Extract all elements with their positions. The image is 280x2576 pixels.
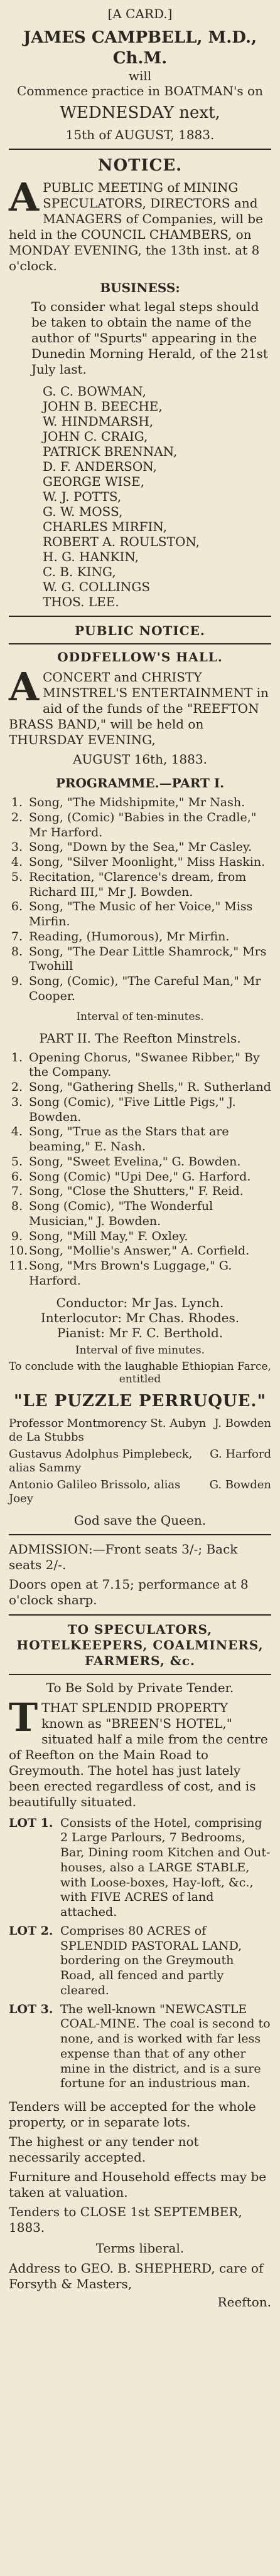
item-text: Song, "Sweet Evelina," G. Bowden. (29, 1154, 241, 1169)
item-number: 8. (11, 1199, 23, 1213)
address: Address to GEO. B. SHEPHERD, care of Forsyth & Masters, (9, 2261, 264, 2291)
item-number: 11. (9, 1259, 28, 1273)
furniture-note: Furniture and Household effects may be taken at valuation. (9, 2169, 267, 2200)
cast-role: Gustavus Adolphus Pimplebeck, alias Sammy (9, 1447, 193, 1475)
item-number: 6. (11, 900, 23, 914)
item-number: 8. (11, 944, 23, 959)
item-text: Song, "True as the Stars that are beaming," E. Nash. (29, 1125, 229, 1154)
programme-part1 (9, 796, 271, 1004)
programme-item (9, 1184, 271, 1199)
item-number: 7. (11, 1184, 23, 1199)
interval-2: Interval of five minutes. (75, 1343, 205, 1357)
item-number: 10. (9, 1244, 28, 1258)
mining-notice (9, 156, 271, 609)
oddfellows-hall: ODDFELLOW'S HALL. (57, 649, 223, 665)
property-paragraph (9, 1694, 271, 1810)
programme-item (9, 1229, 271, 1244)
signatories-list (9, 384, 271, 609)
concert-notice (9, 623, 271, 1608)
lot-text: Consists of the Hotel, comprising 2 Large Parlours, 7 Bedrooms, Bar, Dining room Kitchen and Out-houses, also a LARGE STABLE, with Loose-boxes, Hay-loft, &c., with FIVE ACRES of land attached. (60, 1816, 271, 1919)
concert-date: AUGUST 16th, 1883. (73, 752, 207, 767)
divider-2 (9, 616, 271, 617)
property-text: THAT SPLENDID PROPERTY known as "BREEN'S HOTEL," situated half a mile from the centre of Reefton on the Main Road to Greymouth. The hotel has just lately been erected regardless of cost, and is beautifully situated. (9, 1700, 268, 1809)
divider-2b (9, 643, 271, 644)
signatory: W. HINDMARSH, (43, 414, 154, 429)
business-text: To consider what legal steps should be taken to obtain the name of the author of "Spurts" appearing in the Dunedin Morning Herald, of the 21st July last. (31, 299, 268, 377)
business-label: BUSINESS: (100, 280, 180, 295)
item-number: 1. (11, 1050, 23, 1065)
signatory: G. W. MOSS, (43, 504, 123, 519)
item-text: Song, "Mollie's Answer," A. Corfield. (29, 1244, 250, 1258)
item-number: 4. (11, 855, 23, 869)
signatory: ROBERT A. ROULSTON, (43, 534, 200, 549)
item-text: Song (Comic), "Five Little Pigs," J. Bowden. (29, 1095, 236, 1124)
item-text: Song, (Comic) "Babies in the Cradle," Mr Harford. (29, 810, 257, 839)
lot-label: LOT 3. (9, 2002, 53, 2016)
item-text: Song, "The Dear Little Shamrock," Mrs Twohill (29, 944, 267, 974)
terms: Terms liberal. (95, 2241, 185, 2256)
item-number: 4. (11, 1125, 23, 1139)
item-number: 2. (11, 810, 23, 824)
programme-item (9, 930, 271, 945)
divider-1 (9, 149, 271, 150)
meeting-paragraph (9, 174, 271, 274)
cast-actor: G. Harford (210, 1447, 271, 1461)
conclude-text: To conclude with the laughable Ethiopian Farce, entitled (9, 1360, 271, 1385)
cast-list (9, 1417, 271, 1506)
programme-item (9, 840, 271, 855)
signatory: CHARLES MIRFIN, (43, 519, 167, 534)
programme-item (9, 1095, 271, 1125)
lot-entry (9, 1816, 271, 1920)
concert-paragraph (9, 664, 271, 748)
place: Reefton. (217, 2295, 271, 2310)
cast-role: Professor Montmorency St. Aubyn de La Stubbs (9, 1416, 207, 1444)
private-tender: To Be Sold by Private Tender. (46, 1680, 234, 1695)
cast-actor: G. Bowden (209, 1478, 271, 1491)
programme-part2 (9, 1051, 271, 1289)
signatory: C. B. KING, (43, 564, 116, 579)
programme-item (9, 1155, 271, 1170)
programme-item (9, 1244, 271, 1259)
item-number: 1. (11, 796, 23, 809)
lot-text: The well-known "NEWCASTLE COAL-MINE. The coal is second to none, and is worked with far less expense than that of any other mine in the district, and is a sure fortune for an industrious man. (60, 2002, 271, 2091)
item-number: 2. (11, 1080, 23, 1094)
interlocutor: Interlocutor: Mr Chas. Rhodes. (40, 1310, 240, 1325)
programme-item (9, 796, 271, 811)
signatory: PATRICK BRENNAN, (43, 444, 178, 459)
item-number: 3. (11, 1095, 23, 1109)
interval-1: Interval of ten-minutes. (76, 1010, 204, 1023)
a-card-notice (9, 0, 271, 142)
signatory: JOHN C. CRAIG, (43, 429, 148, 444)
item-text: Song, "Mrs Brown's Luggage," G. Harford. (29, 1259, 232, 1288)
item-text: Song, "The Midshipmite," Mr Nash. (29, 796, 245, 809)
item-number: 9. (11, 1229, 23, 1243)
dropcap-a-2: A (9, 664, 40, 710)
notice-title: NOTICE. (97, 156, 183, 175)
sale-title: TO SPECULATORS, HOTELKEEPERS, COALMINERS, FARMERS, &c. (16, 1621, 264, 1668)
item-number: 5. (11, 870, 23, 884)
item-text: Song, "Mill May," F. Oxley. (29, 1229, 188, 1243)
programme-item (9, 1259, 271, 1289)
doctor-will: will (128, 68, 152, 83)
signatory: G. C. BOWMAN, (43, 384, 146, 399)
cast-entry (9, 1478, 271, 1506)
a-card-header: [A CARD.] (107, 6, 173, 21)
programme-title: PROGRAMME.—PART I. (55, 775, 225, 791)
sale-notice (9, 1622, 271, 2310)
lots-list (9, 1816, 271, 2092)
item-number: 3. (11, 840, 23, 854)
item-number: 9. (11, 974, 23, 988)
item-text: Song, "Silver Moonlight," Miss Haskin. (29, 855, 266, 869)
signatory: JOHN B. BEECHE, (43, 399, 163, 414)
lot-label: LOT 2. (9, 1923, 53, 1938)
dropcap-a: A (9, 174, 40, 220)
item-number: 5. (11, 1154, 23, 1169)
names-gap (9, 377, 271, 384)
item-number: 6. (11, 1169, 23, 1184)
lot-entry (9, 2002, 271, 2092)
divider-3 (9, 1534, 271, 1535)
programme-item (9, 870, 271, 900)
cast-role: Antonio Galileo Brissolo, alias Joey (9, 1478, 181, 1505)
part-two: PART II. The Reefton Minstrels. (39, 1030, 241, 1046)
programme-item (9, 974, 271, 1004)
tender-accepted: Tenders will be accepted for the whole property, or in separate lots. (9, 2099, 256, 2130)
programme-item (9, 1199, 271, 1229)
item-text: Opening Chorus, "Swanee Ribber," By the Company. (29, 1050, 260, 1080)
item-text: Reading, (Humorous), Mr Mirfin. (29, 929, 230, 944)
pianist: Pianist: Mr F. C. Berthold. (57, 1325, 223, 1340)
programme-item (9, 1051, 271, 1081)
concert-text: CONCERT and CHRISTY MINSTREL'S ENTERTAINMENT in aid of the funds of the "REEFTON BRASS BAND," will be held on THURSDAY EVENING, (9, 670, 269, 747)
lot-entry (9, 1924, 271, 1999)
programme-item (9, 1170, 271, 1185)
programme-item (9, 1125, 271, 1155)
divider-4 (9, 1614, 271, 1616)
god-save-queen: God save the Queen. (73, 1512, 207, 1528)
doors: Doors open at 7.15; performance at 8 o'clock sharp. (9, 1576, 249, 1607)
divider-4b (9, 1674, 271, 1675)
programme-item (9, 855, 271, 870)
signatory: GEORGE WISE, (43, 474, 145, 489)
item-text: Song, "Close the Shutters," F. Reid. (29, 1184, 244, 1199)
item-text: Song, (Comic), "The Careful Man," Mr Cooper. (29, 974, 261, 1003)
item-text: Song (Comic) "Upi Dee," G. Harford. (29, 1169, 251, 1184)
tender-close: Tenders to CLOSE 1st SEPTEMBER, 1883. (9, 2204, 242, 2235)
cast-actor: J. Bowden (214, 1416, 271, 1430)
admission: ADMISSION:—Front seats 3/-; Back seats 2/-. (9, 1541, 238, 1572)
wednesday-next: WEDNESDAY next, (60, 103, 220, 122)
commence-practice: Commence practice in BOATMAN's on (17, 83, 263, 98)
farce-title: "LE PUZZLE PERRUQUE." (13, 1391, 267, 1411)
public-notice-title: PUBLIC NOTICE. (75, 623, 205, 638)
item-text: Song, "The Music of her Voice," Miss Mirfin. (29, 900, 253, 928)
item-text: Recitation, "Clarence's dream, from Richard III," Mr J. Bowden. (29, 870, 247, 899)
programme-item (9, 900, 271, 930)
dropcap-t: T (9, 1694, 38, 1740)
signatory: W. G. COLLINGS (43, 579, 151, 594)
lot-text: Comprises 80 ACRES of SPLENDID PASTORAL LAND, bordering on the Greymouth Road, all fenced and partly cleared. (60, 1923, 242, 1997)
conductor: Conductor: Mr Jas. Lynch. (56, 1295, 224, 1310)
lot-label: LOT 1. (9, 1816, 53, 1830)
signatory: W. J. POTTS, (43, 489, 122, 504)
signatory: D. F. ANDERSON, (43, 459, 157, 474)
doctor-name: JAMES CAMPBELL, M.D., Ch.M. (23, 28, 257, 68)
cast-entry (9, 1448, 271, 1476)
signatory: H. G. HANKIN, (43, 549, 139, 564)
meeting-text: PUBLIC MEETING of MINING SPECULATORS, DIRECTORS and MANAGERS of Companies, will be held in the COUNCIL CHAMBERS, on MONDAY EVENING, the 13th inst. at 8 o'clock. (9, 180, 263, 273)
programme-item (9, 1080, 271, 1095)
signatory: THOS. LEE. (43, 594, 119, 609)
item-text: Song (Comic), "The Wonderful Musician," J. Bowden. (29, 1199, 213, 1228)
item-text: Song, "Gathering Shells," R. Sutherland (29, 1080, 271, 1094)
cast-entry (9, 1417, 271, 1445)
programme-item (9, 945, 271, 975)
august-date: 15th of AUGUST, 1883. (65, 127, 215, 142)
tender-highest: The highest or any tender not necessarily accepted. (9, 2134, 199, 2165)
item-number: 7. (11, 929, 23, 944)
item-text: Song, "Down by the Sea," Mr Casley. (29, 840, 252, 854)
programme-item (9, 811, 271, 841)
